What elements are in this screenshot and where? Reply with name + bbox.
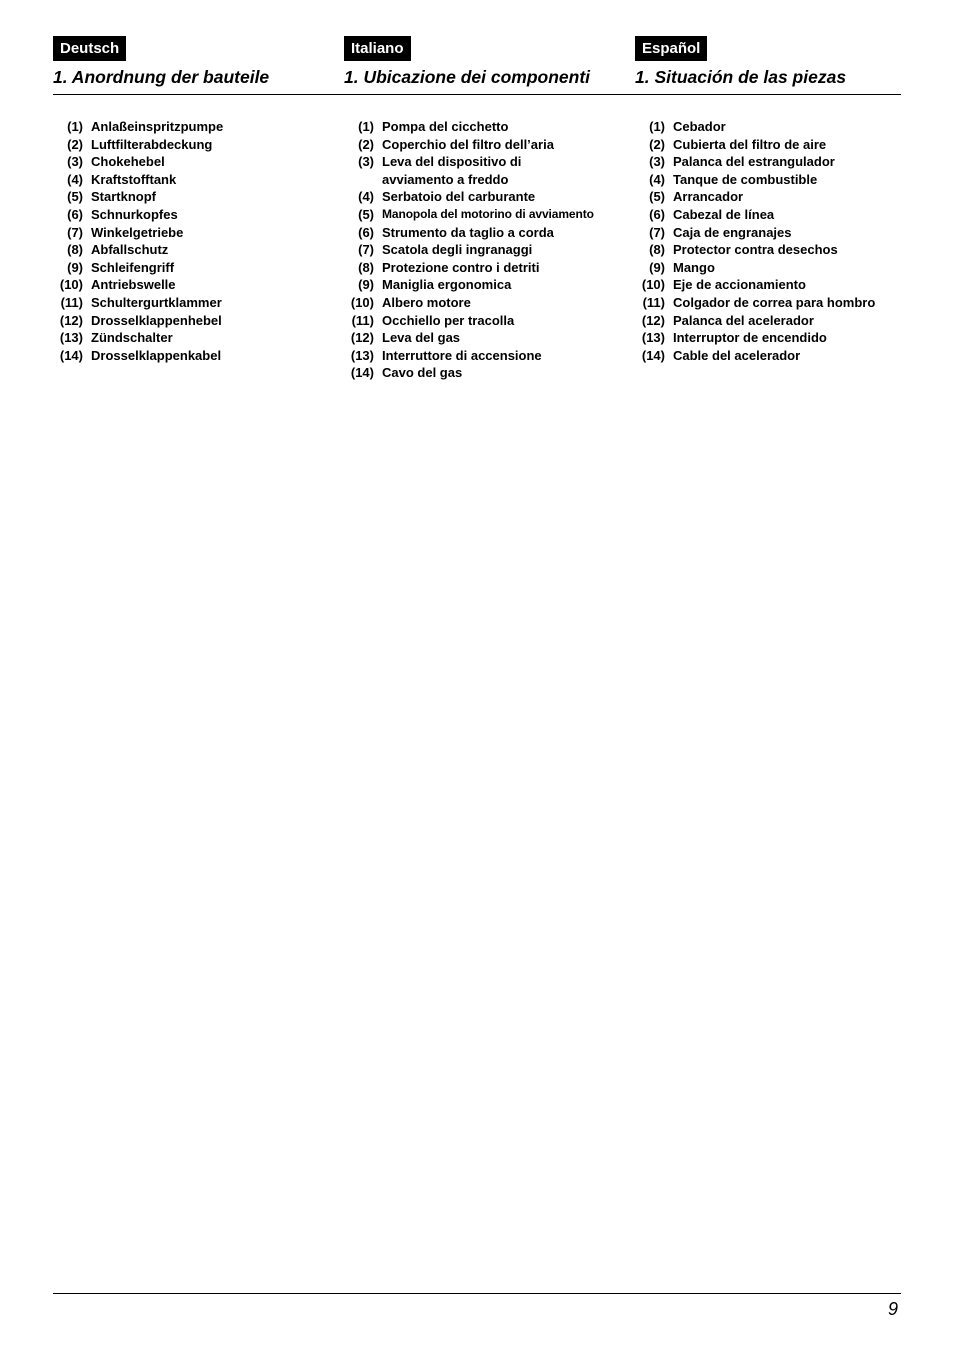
item-label: Serbatoio del carburante	[382, 189, 536, 205]
item-number: (5)	[649, 189, 665, 205]
list-item	[53, 259, 338, 277]
item-label: Eje de accionamiento	[673, 277, 806, 293]
item-number: (7)	[649, 224, 665, 240]
item-number: (8)	[358, 259, 374, 275]
item-label: Palanca del acelerador	[673, 312, 814, 328]
list-item	[344, 294, 634, 312]
item-label: Interruttore di accensione	[382, 347, 542, 363]
parts-list-italiano	[344, 118, 634, 382]
list-item	[635, 188, 905, 206]
item-number: (2)	[649, 136, 665, 152]
list-item	[635, 294, 905, 312]
item-label: Startknopf	[91, 189, 156, 205]
item-number: (12)	[350, 330, 374, 346]
item-number: (12)	[59, 312, 83, 328]
item-label: Mango	[673, 259, 715, 275]
language-tag-deutsch: Deutsch	[53, 36, 126, 61]
item-label: Anlaßeinspritzpumpe	[91, 119, 224, 134]
item-number: (6)	[358, 224, 374, 240]
list-item	[635, 206, 905, 224]
item-label: Kraftstofftank	[91, 171, 177, 187]
list-item	[635, 171, 905, 189]
item-label: Luftfilterabdeckung	[91, 136, 213, 152]
list-item	[53, 347, 338, 365]
parts-list-deutsch	[53, 118, 338, 364]
item-number: (4)	[649, 171, 665, 187]
language-tag-espanol: Español	[635, 36, 707, 61]
list-item	[53, 276, 338, 294]
item-number: (8)	[649, 242, 665, 258]
continuation-indent	[344, 171, 374, 189]
list-item	[344, 153, 634, 171]
list-item	[344, 206, 634, 224]
item-label: Chokehebel	[91, 154, 165, 170]
list-item	[53, 206, 338, 224]
item-number: (1)	[358, 119, 374, 134]
item-label: Albero motore	[382, 294, 471, 310]
parts-list-espanol	[635, 118, 905, 364]
item-number: (9)	[67, 259, 83, 275]
list-item	[53, 294, 338, 312]
header-divider	[53, 94, 901, 95]
list-item-continuation	[344, 171, 634, 189]
item-number: (9)	[649, 259, 665, 275]
item-number: (3)	[67, 154, 83, 170]
item-label: Occhiello per tracolla	[382, 312, 515, 328]
item-number: (3)	[649, 154, 665, 170]
list-item	[635, 329, 905, 347]
item-number: (4)	[358, 189, 374, 205]
column-header-italiano	[344, 36, 634, 89]
list-item	[635, 136, 905, 154]
item-number: (14)	[641, 347, 665, 363]
list-item	[635, 276, 905, 294]
item-number: (7)	[358, 242, 374, 258]
item-number: (8)	[67, 242, 83, 258]
list-item	[635, 224, 905, 242]
item-label: Protezione contro i detriti	[382, 259, 540, 275]
column-header-espanol	[635, 36, 905, 89]
item-label: Manopola del motorino di avviamento	[382, 206, 594, 221]
item-number: (14)	[350, 365, 374, 381]
list-item	[53, 241, 338, 259]
item-number: (3)	[358, 154, 374, 170]
list-item	[344, 259, 634, 277]
item-number: (5)	[358, 206, 374, 222]
list-item	[344, 188, 634, 206]
item-label: Strumento da taglio a corda	[382, 224, 554, 240]
item-label: Cable del acelerador	[673, 347, 801, 363]
list-item	[635, 153, 905, 171]
list-item	[53, 224, 338, 242]
item-number: (10)	[59, 277, 83, 293]
item-label: Schultergurtklammer	[91, 294, 222, 310]
item-label: Antriebswelle	[91, 277, 176, 293]
item-label: Cabezal de línea	[673, 206, 775, 222]
list-item	[344, 241, 634, 259]
list-item	[53, 329, 338, 347]
item-label: Protector contra desechos	[673, 242, 838, 258]
item-number: (7)	[67, 224, 83, 240]
list-item	[53, 312, 338, 330]
list-item	[53, 171, 338, 189]
item-number: (10)	[350, 294, 374, 310]
item-label: Leva del gas	[382, 330, 461, 346]
list-item	[344, 224, 634, 242]
item-label: Palanca del estrangulador	[673, 154, 835, 170]
item-label: Drosselklappenkabel	[91, 347, 222, 363]
item-label: Coperchio del filtro dell’aria	[382, 136, 554, 152]
list-item	[53, 118, 338, 136]
item-number: (11)	[351, 312, 374, 328]
item-number: (12)	[641, 312, 665, 328]
item-label: Schnurkopfes	[91, 206, 178, 222]
item-label: Cebador	[673, 119, 726, 134]
item-number: (10)	[641, 277, 665, 293]
list-item	[344, 329, 634, 347]
list-item	[344, 276, 634, 294]
item-number: (2)	[358, 136, 374, 152]
item-number: (11)	[60, 294, 83, 310]
list-item	[344, 347, 634, 365]
item-label: Abfallschutz	[91, 242, 169, 258]
item-number: (5)	[67, 189, 83, 205]
item-label: Maniglia ergonomica	[382, 277, 512, 293]
list-item	[344, 312, 634, 330]
item-number: (13)	[350, 347, 374, 363]
item-number: (6)	[67, 206, 83, 222]
item-number: (6)	[649, 206, 665, 222]
item-number: (9)	[358, 277, 374, 293]
item-label: Arrancador	[673, 189, 744, 205]
item-label: Colgador de correa para hombro	[673, 294, 876, 310]
section-title-italiano: 1. Ubicazione dei componenti	[344, 67, 591, 87]
item-label: Tanque de combustible	[673, 171, 818, 187]
item-label: Zündschalter	[91, 330, 173, 346]
list-item	[344, 118, 634, 136]
item-label: Drosselklappenhebel	[91, 312, 222, 328]
item-number: (4)	[67, 171, 83, 187]
column-header-deutsch	[53, 36, 338, 89]
item-number: (11)	[642, 294, 665, 310]
item-label: Winkelgetriebe	[91, 224, 184, 240]
item-number: (13)	[59, 330, 83, 346]
item-number: (14)	[59, 347, 83, 363]
item-label: Schleifengriff	[91, 259, 175, 275]
item-number: (2)	[67, 136, 83, 152]
item-number: (1)	[649, 119, 665, 134]
list-item	[53, 153, 338, 171]
item-label: Pompa del cicchetto	[382, 119, 509, 134]
section-title-deutsch: 1. Anordnung der bauteile	[53, 67, 270, 87]
item-label: Leva del dispositivo di	[382, 154, 522, 170]
list-item	[635, 347, 905, 365]
item-number: (13)	[641, 330, 665, 346]
list-item	[344, 136, 634, 154]
item-label: Cubierta del filtro de aire	[673, 136, 827, 152]
item-label-continuation: avviamento a freddo	[382, 171, 509, 187]
item-label: Scatola degli ingranaggi	[382, 242, 533, 258]
footer-divider	[53, 1293, 901, 1294]
section-title-espanol: 1. Situación de las piezas	[635, 67, 847, 87]
page-number: 9	[887, 1299, 898, 1319]
item-label: Caja de engranajes	[673, 224, 792, 240]
list-item	[344, 364, 634, 382]
list-item	[635, 259, 905, 277]
item-label: Interruptor de encendido	[673, 330, 827, 346]
item-number: (1)	[67, 119, 83, 134]
list-item	[53, 136, 338, 154]
item-label: Cavo del gas	[382, 365, 463, 381]
list-item	[635, 241, 905, 259]
list-item	[635, 312, 905, 330]
list-item	[53, 188, 338, 206]
language-tag-italiano: Italiano	[344, 36, 411, 61]
list-item	[635, 118, 905, 136]
